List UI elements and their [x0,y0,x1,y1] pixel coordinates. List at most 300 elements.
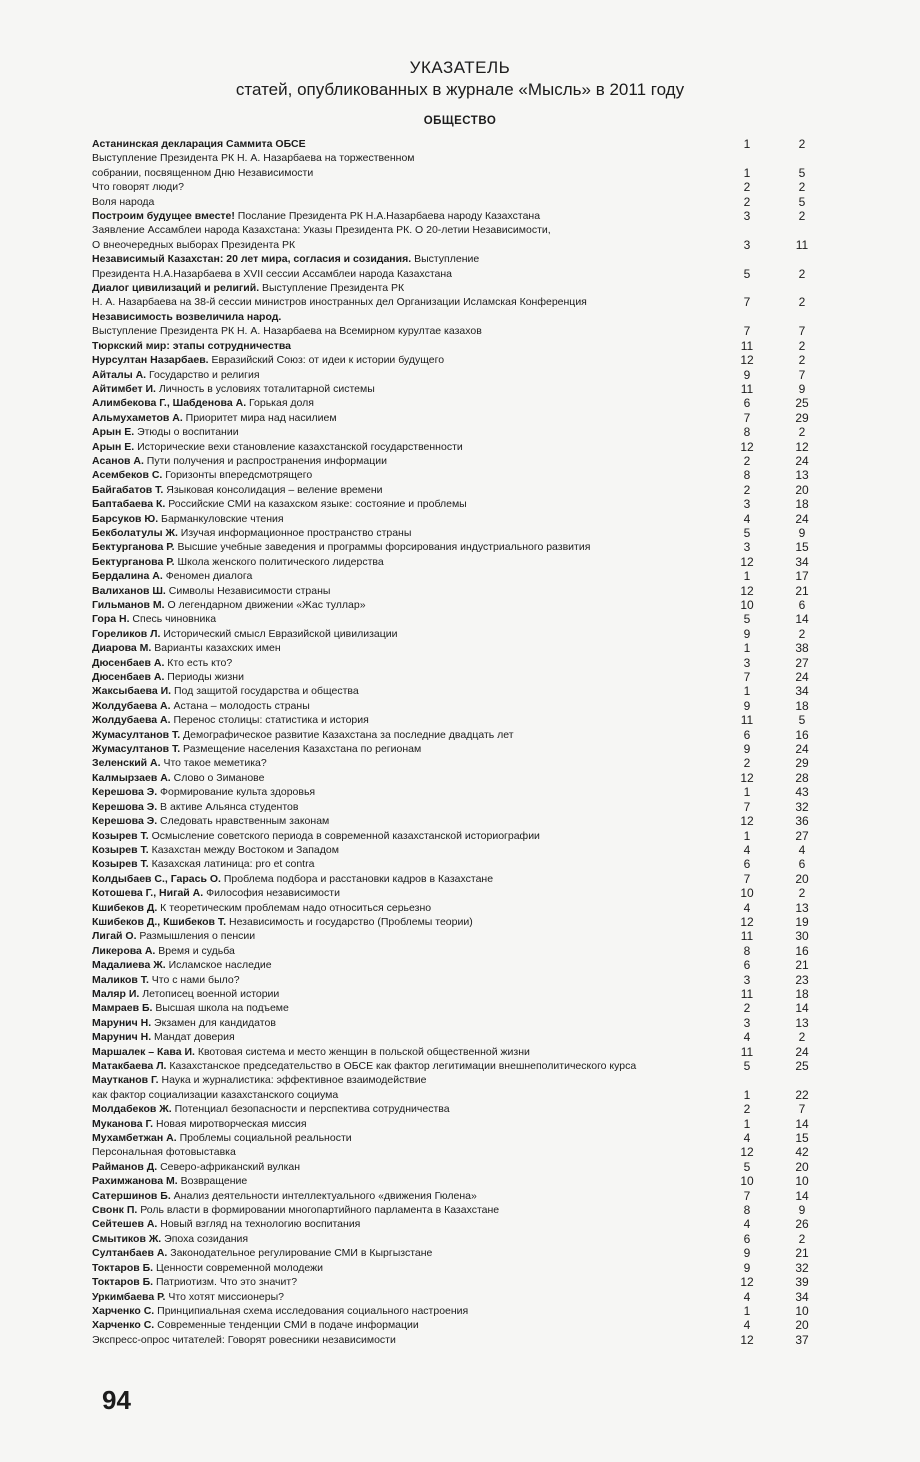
entry-page: 34 [795,554,809,569]
index-entry [92,901,852,915]
entry-issue: 7 [743,670,751,685]
entry-title: Потенциал безопасности и перспектива сотрудничества [171,1103,450,1116]
entry-text [92,324,717,338]
entry-title: Экспресс-опрос читателей: Говорят ровесники независимости [92,1333,396,1346]
entry-title: Горькая доля [246,397,314,410]
entry-issue: 10 [740,1174,754,1189]
entry-author: Жолдубаева А. [92,699,171,712]
entry-text [92,1318,717,1332]
index-entry [92,353,852,367]
entry-page: 7 [798,367,806,382]
entry-author: Валиханов Ш. [92,584,166,597]
entry-text [92,699,717,713]
entry-text [92,872,717,886]
entry-issue: 3 [743,655,751,670]
entry-issue: 11 [740,381,754,396]
entry-page: 2 [798,886,806,901]
index-entry [92,512,852,526]
entry-title: Философия независимости [203,887,340,900]
entry-text [92,238,717,252]
entry-issue: 6 [743,1231,751,1246]
entry-title: Астана – молодость страны [170,699,310,712]
entry-issue: 1 [743,684,751,699]
index-entry [92,627,852,641]
entry-issue: 7 [743,324,751,339]
entry-page: 25 [795,1059,809,1073]
entry-title: Патриотизм. Что это значит? [153,1276,298,1289]
entry-issue: 1 [743,828,751,843]
index-entry [92,425,852,439]
entry-title: собрании, посвященном Дню Независимости [92,166,314,179]
entry-title: Казахстанское председательство в ОБСЕ как фактор легитимации внешнеполитического курса [166,1060,637,1072]
entry-title: Горизонты впередсмотрящего [162,469,313,482]
index-entry [92,151,852,165]
entry-title: Президента Н.А.Назарбаева в XVII сессии Ассамблеи народа Казахстана [92,267,453,280]
entry-author: Байгабатов Т. [92,483,164,496]
entry-page: 24 [795,742,809,757]
entry-title: Н. А. Назарбаева на 38-й сессии министров иностранных дел Организации Исламская Конференция [92,296,587,309]
entry-text [92,166,717,180]
entry-page: 5 [798,194,806,209]
entry-page: 2 [798,266,806,281]
entry-title: Российские СМИ на казахском языке: состояние и проблемы [165,498,467,511]
entry-issue: 11 [740,929,754,944]
entry-author: Гильманов М. [92,599,165,611]
entry-author: Марунич Н. [92,1016,152,1029]
entry-issue: 3 [743,497,751,512]
index-entry [92,958,852,972]
entry-author: Мухамбетжан А. [92,1132,177,1145]
index-entry [92,526,852,540]
entry-title: Выступление Президента РК Н. А. Назарбаева на торжественном [92,152,415,165]
entry-text [92,958,717,972]
entry-issue: 3 [743,1015,751,1030]
entry-text [92,540,717,554]
entry-title: Перенос столицы: статистика и история [170,714,369,727]
entry-text [92,1203,717,1217]
index-entry [92,1016,852,1030]
entry-title: Эпоха созидания [161,1232,249,1245]
entry-title: Символы Независимости страны [165,584,331,597]
entry-page: 9 [798,525,806,540]
entry-page: 24 [795,670,809,685]
entry-title: Размышления о пенсии [136,930,256,943]
entry-text [92,886,717,900]
entry-author: Марунич Н. [92,1031,152,1044]
entry-issue: 1 [743,137,751,151]
entry-author: Райманов Д. [92,1160,158,1173]
index-title: УКАЗАТЕЛЬ [409,58,511,77]
entry-text [92,1016,717,1030]
entry-issue: 12 [740,814,754,829]
entry-text [92,756,717,770]
entry-issue: 9 [743,1260,751,1275]
entry-title: Летописец военной истории [139,987,280,1000]
index-list [92,137,852,1347]
index-entry [92,886,852,900]
entry-page: 18 [795,698,809,713]
entry-author: Кшибеков Д., Кшибеков Т. [92,915,227,928]
index-entry [92,310,852,324]
index-entry [92,1160,852,1174]
entry-author: Независимость возвеличила народ. [92,310,282,323]
index-entry [92,1174,852,1188]
entry-issue: 2 [743,482,751,497]
entry-author: Диалог цивилизаций и религий. [92,282,260,295]
entry-page: 14 [795,1001,809,1016]
entry-page: 12 [795,439,809,454]
entry-issue: 9 [743,698,751,713]
entry-page: 10 [795,1174,809,1189]
entry-page: 20 [795,1318,809,1333]
entry-author: Муканова Г. [92,1117,154,1130]
index-subtitle: статей, опубликованных в журнале «Мысль» в 2011 году [235,80,685,99]
entry-text [92,901,717,915]
index-entry [92,440,852,454]
entry-page: 18 [795,497,809,512]
entry-text [92,353,717,367]
entry-issue: 1 [743,569,751,584]
entry-text [92,396,717,410]
entry-text [92,1290,717,1304]
entry-title: Ценности современной молодежи [153,1261,324,1274]
entry-title: Демографическое развитие Казахстана за последние двадцать лет [180,728,514,741]
entry-page: 21 [795,1246,809,1261]
entry-author: Дюсенбаев А. [92,656,165,669]
index-entry [92,267,852,281]
entry-author: Арын Е. [92,426,135,439]
entry-text [92,857,717,871]
index-entry [92,252,852,266]
entry-text [92,1045,717,1059]
entry-page: 29 [795,756,809,771]
entry-author: Свонк П. [92,1204,138,1217]
index-entry [92,396,852,410]
entry-text [92,1333,717,1347]
entry-issue: 2 [743,194,751,209]
entry-title: Выступление [411,253,480,266]
entry-text [92,973,717,987]
index-entry [92,1203,852,1217]
entry-page: 30 [795,929,809,944]
entry-title: Исторический смысл Евразийской цивилизации [160,627,398,640]
entry-author: Жаксыбаева И. [92,685,172,698]
entry-author: Султанбаев А. [92,1247,168,1260]
entry-page: 27 [795,655,809,670]
entry-text [92,1059,717,1073]
entry-title: Феномен диалога [162,570,253,583]
entry-author: Маршалек – Кава И. [92,1045,195,1058]
entry-page: 13 [795,900,809,915]
entry-page: 5 [798,165,806,180]
entry-page: 2 [798,425,806,440]
index-entry [92,295,852,309]
entry-author: Козырев Т. [92,843,149,856]
entry-text [92,425,717,439]
entry-title: Квотовая система и место женщин в польской общественной жизни [194,1045,530,1058]
entry-author: Диарова М. [92,642,152,655]
index-entry [92,555,852,569]
entry-issue: 9 [743,742,751,757]
entry-text [92,1189,717,1203]
index-entry [92,785,852,799]
entry-text [92,641,717,655]
entry-page: 20 [795,482,809,497]
entry-title: О внеочередных выборах Президента РК [92,238,296,251]
entry-page: 43 [795,785,809,800]
entry-text [92,843,717,857]
entry-issue: 11 [740,1044,754,1059]
entry-text [92,468,717,482]
entry-page: 10 [795,1303,809,1318]
entry-page: 16 [795,727,809,742]
entry-author: Айталы А. [92,368,147,381]
entry-title: Слово о Зиманове [170,771,265,784]
entry-title: Заявление Ассамблеи народа Казахстана: Указы Президента РК. О 20-летии Независимости, [92,224,551,237]
entry-text [92,569,717,583]
entry-author: Гора Н. [92,613,130,626]
entry-author: Зеленский А. [92,757,161,770]
entry-author: Котошева Г., Нигай А. [92,887,204,900]
entry-page: 21 [795,958,809,973]
entry-issue: 6 [743,958,751,973]
entry-title: Высшая школа на подъеме [152,1002,289,1015]
entry-author: Ликерова А. [92,944,156,957]
entry-page: 42 [795,1145,809,1160]
entry-text [92,612,717,626]
entry-author: Молдабеков Ж. [92,1103,172,1116]
index-entry [92,324,852,338]
entry-text [92,829,717,843]
entry-title: Размещение населения Казахстана по регионам [180,743,422,756]
entry-title: Послание Президента РК Н.А.Назарбаева народу Казахстана [234,210,541,223]
index-entry [92,1001,852,1015]
entry-page: 2 [798,209,806,224]
entry-text [92,929,717,943]
index-entry [92,713,852,727]
entry-text [92,454,717,468]
index-entry [92,857,852,871]
entry-author: Керешова Э. [92,800,158,813]
entry-page: 2 [798,338,806,353]
entry-page: 11 [795,237,809,252]
entry-text [92,915,717,929]
entry-text [92,339,717,353]
entry-page: 15 [795,540,809,555]
index-entry [92,756,852,770]
index-entry [92,915,852,929]
index-entry [92,223,852,237]
entry-page: 9 [798,1203,806,1218]
entry-text [92,1232,717,1246]
entry-text [92,814,717,828]
entry-page: 2 [798,1030,806,1045]
entry-text [92,800,717,814]
entry-page: 22 [795,1087,809,1102]
entry-issue: 3 [743,540,751,555]
entry-title: Казахстан между Востоком и Западом [148,843,339,856]
entry-issue: 5 [743,266,751,281]
entry-issue: 8 [743,468,751,483]
entry-issue: 4 [743,1131,751,1146]
entry-author: Мамраев Б. [92,1002,153,1015]
entry-issue: 2 [743,1102,751,1117]
entry-title: Исторические вехи становление казахстанской государственности [134,440,463,453]
entry-page: 5 [798,713,806,728]
entry-text [92,1073,717,1087]
entry-text [92,1174,717,1188]
entry-title: Проблемы социальной реальности [176,1132,352,1145]
entry-author: Альмухаметов А. [92,411,183,424]
entry-issue: 11 [740,713,754,728]
index-entry [92,540,852,554]
entry-text [92,987,717,1001]
entry-author: Жумасултанов Т. [92,743,181,756]
index-entry [92,1217,852,1231]
entry-issue: 9 [743,367,751,382]
entry-text [92,411,717,425]
index-entry [92,468,852,482]
entry-text [92,1246,717,1260]
entry-page: 2 [798,1231,806,1246]
entry-page: 2 [798,353,806,368]
entry-author: Жолдубаева А. [92,714,171,727]
entry-author: Асембеков С. [92,469,163,482]
entry-issue: 12 [740,914,754,929]
entry-issue: 6 [743,727,751,742]
entry-page: 20 [795,871,809,886]
entry-author: Козырев Т. [92,858,149,871]
entry-issue: 1 [743,641,751,656]
entry-title: Возвращение [177,1175,248,1188]
entry-page: 21 [795,583,809,598]
entry-title: Изучая информационное пространство страны [177,526,412,539]
entry-author: Смытиков Ж. [92,1232,162,1245]
entry-issue: 8 [743,943,751,958]
entry-page: 24 [795,1044,809,1059]
page-number: 94 [102,1385,131,1415]
entry-text [92,627,717,641]
entry-title: О легендарном движении «Жас туллар» [164,599,366,611]
entry-issue: 1 [743,165,751,180]
index-entry [92,137,852,151]
entry-page: 27 [795,828,809,843]
entry-issue: 1 [743,785,751,800]
entry-author: Айтимбет И. [92,382,156,395]
entry-text [92,209,717,223]
entry-title: Высшие учебные заведения и программы форсирования индустриального развития [174,541,591,554]
entry-author: Жумасултанов Т. [92,728,181,741]
entry-issue: 1 [743,1303,751,1318]
entry-author: Бекболатулы Ж. [92,526,178,539]
entry-issue: 10 [740,598,754,612]
entry-page: 7 [798,1102,806,1117]
entry-issue: 1 [743,1116,751,1131]
entry-issue: 3 [743,972,751,987]
index-entry [92,771,852,785]
entry-text [92,1217,717,1231]
entry-text [92,151,717,165]
index-entry [92,1261,852,1275]
entry-page: 14 [795,1116,809,1131]
entry-author: Гореликов Л. [92,627,161,640]
entry-title: Принципиальная схема исследования социального настроения [154,1304,469,1317]
index-entry [92,829,852,843]
entry-issue: 4 [743,1318,751,1333]
entry-text [92,771,717,785]
entry-page: 34 [795,1289,809,1304]
entry-text [92,656,717,670]
index-entry [92,728,852,742]
entry-author: Алимбекова Г., Шабденова А. [92,397,247,410]
entry-page: 36 [795,814,809,829]
index-entry [92,1232,852,1246]
entry-title: Формирование культа здоровья [157,786,316,799]
entry-text [92,584,717,598]
entry-page: 25 [795,396,809,411]
entry-title: Время и судьба [155,944,235,957]
entry-issue: 9 [743,626,751,641]
entry-title: Следовать нравственным законам [157,815,330,828]
entry-text [92,713,717,727]
entry-issue: 4 [743,1030,751,1045]
index-entry [92,872,852,886]
index-entry [92,742,852,756]
entry-author: Арын Е. [92,440,135,453]
entry-page: 28 [795,770,809,785]
index-entry [92,368,852,382]
entry-author: Козырев Т. [92,829,149,842]
entry-title: Экзамен для кандидатов [151,1016,276,1029]
entry-issue: 12 [740,439,754,454]
entry-author: Лигай О. [92,930,137,943]
index-entry [92,973,852,987]
entry-title: Проблема подбора и расстановки кадров в Казахстане [220,872,494,885]
entry-page: 13 [795,1015,809,1030]
index-entry [92,180,852,194]
entry-issue: 8 [743,1203,751,1218]
index-entry [92,612,852,626]
entry-text [92,310,717,324]
entry-page: 26 [795,1217,809,1232]
entry-page: 9 [798,381,806,396]
entry-text [92,223,717,237]
entry-text [92,267,717,281]
index-entry [92,1333,852,1347]
entry-page: 34 [795,684,809,699]
entry-author: Сейтешев А. [92,1218,158,1231]
entry-page: 37 [795,1332,809,1347]
index-entry [92,209,852,223]
entry-text [92,497,717,511]
index-entry [92,670,852,684]
entry-author: Бектурганова Р. [92,555,175,568]
entry-page: 2 [798,295,806,310]
entry-page: 19 [795,914,809,929]
entry-page: 13 [795,468,809,483]
entry-text [92,483,717,497]
entry-text [92,526,717,540]
entry-page: 7 [798,324,806,339]
entry-title: Что хотят миссионеры? [165,1290,284,1303]
entry-title: К теоретическим проблемам надо относиться серьезно [157,901,432,914]
entry-author: Асанов А. [92,454,144,467]
entry-text [92,1102,717,1116]
index-entry [92,843,852,857]
entry-title: Этюды о воспитании [134,426,239,439]
entry-issue: 1 [743,1087,751,1102]
index-entry [92,1189,852,1203]
